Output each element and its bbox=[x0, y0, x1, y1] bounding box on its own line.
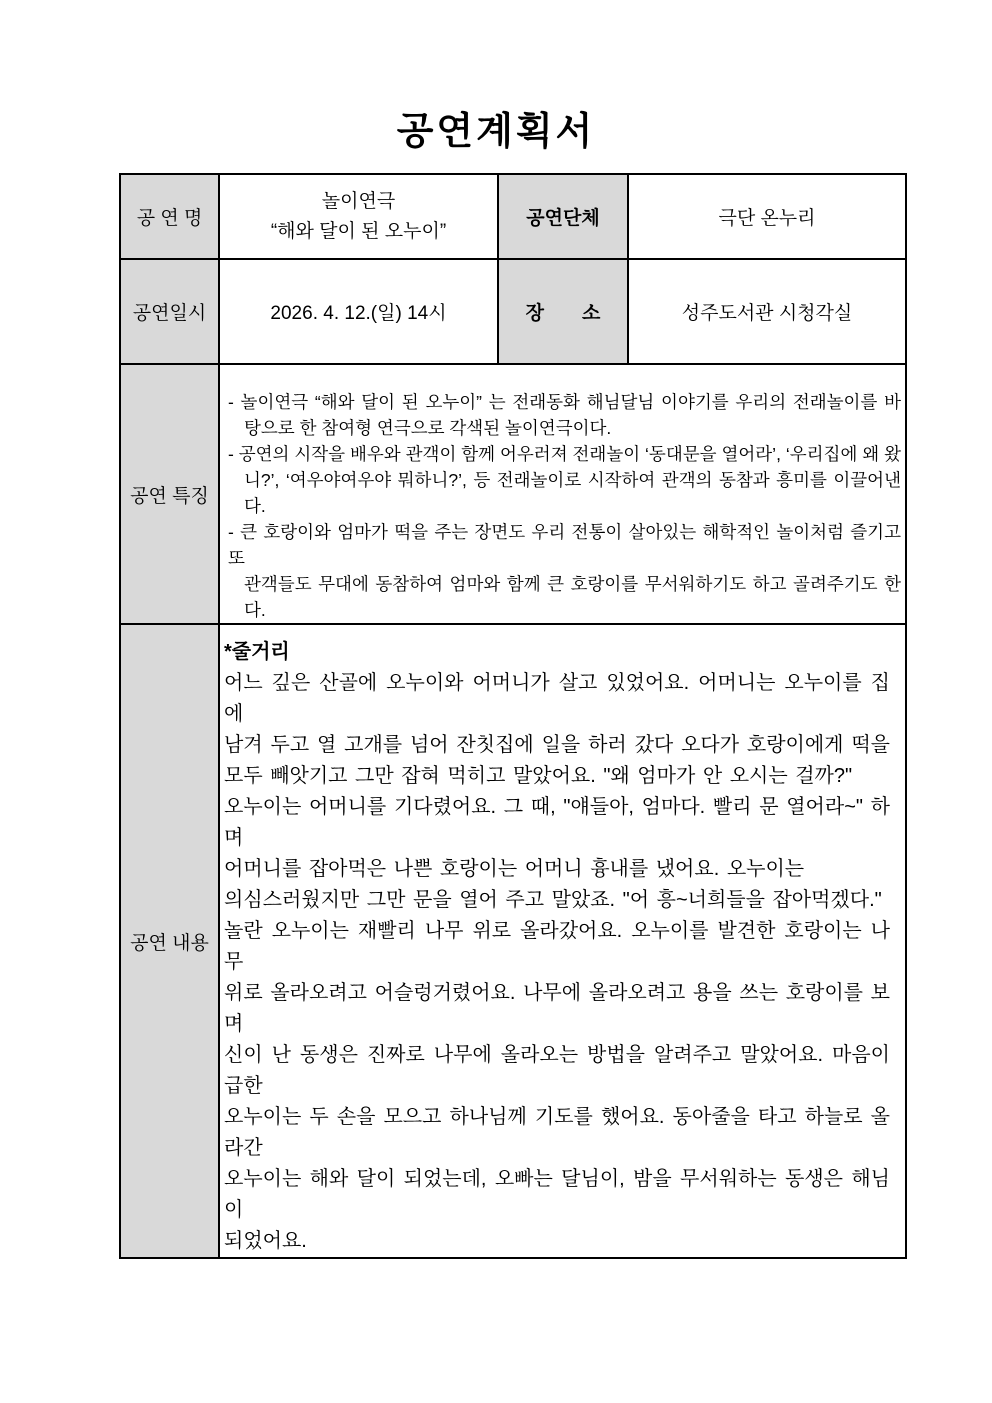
row-performance-name bbox=[120, 174, 906, 259]
row-datetime-venue bbox=[120, 259, 906, 364]
content-synopsis bbox=[219, 624, 906, 1258]
story-line: 오누이는 어머니를 기다렸어요. 그 때, "얘들아, 엄마다. 빨리 문 열어라~" 하며 bbox=[224, 796, 890, 849]
story-line: 의심스러웠지만 그만 문을 열어 주고 말았죠. "어 흥~너희들을 잡아먹겠다." bbox=[224, 889, 882, 911]
story-line: 남겨 두고 열 고개를 넘어 잔칫집에 일을 하러 갔다 오다가 호랑이에게 떡을 bbox=[224, 734, 890, 756]
story-line: 오누이는 두 손을 모으고 하나님께 기도를 했어요. 동아줄을 타고 하늘로 올라간 bbox=[224, 1106, 890, 1159]
performance-name-line2: “해와 달이 된 오누이” bbox=[270, 220, 447, 242]
row-features bbox=[120, 364, 906, 624]
performance-plan-table bbox=[119, 173, 907, 1259]
feature-line: 관객들도 무대에 동참하여 엄마와 함께 큰 호랑이를 무서워하기도 하고 골려주기도 한다. bbox=[244, 574, 901, 620]
story-line: 되었어요. bbox=[224, 1230, 307, 1252]
story-line: 모두 빼앗기고 그만 잡혀 먹히고 말았어요. "왜 엄마가 안 오시는 걸까?" bbox=[224, 765, 853, 787]
features-label: 공연 특징 bbox=[120, 364, 219, 624]
document-title: 공연계획서 bbox=[396, 111, 596, 153]
datetime-label: 공연일시 bbox=[120, 259, 219, 364]
troupe-value: 극단 온누리 bbox=[628, 174, 906, 259]
features-content bbox=[219, 364, 906, 624]
story-line: 신이 난 동생은 진짜로 나무에 올라오는 방법을 알려주고 말았어요. 마음이 급한 bbox=[224, 1044, 890, 1097]
feature-line: 니?’, ‘여우야여우야 뭐하니?’, 등 전래놀이로 시작하여 관객의 동참과 흥미를 이끌어낸다. bbox=[244, 470, 901, 516]
datetime-value: 2026. 4. 12.(일) 14시 bbox=[219, 259, 498, 364]
feature-line: 탕으로 한 참여형 연극으로 각색된 놀이연극이다. bbox=[244, 418, 612, 438]
performance-name-line1: 놀이연극 bbox=[321, 190, 396, 212]
content-label: 공연 내용 bbox=[120, 624, 219, 1258]
performance-name-label: 공 연 명 bbox=[120, 174, 219, 259]
troupe-label: 공연단체 bbox=[498, 174, 628, 259]
feature-line: - 큰 호랑이와 엄마가 떡을 주는 장면도 우리 전통이 살아있는 해학적인 놀이처럼 즐기고 또 bbox=[228, 522, 901, 568]
story-line: 오누이는 해와 달이 되었는데, 오빠는 달님이, 밤을 무서워하는 동생은 해님이 bbox=[224, 1168, 890, 1221]
venue-label: 장 소 bbox=[498, 259, 628, 364]
feature-line: - 놀이연극 “해와 달이 된 오누이” 는 전래동화 해님달님 이야기를 우리의 전래놀이를 바 bbox=[228, 392, 901, 412]
story-line: 위로 올라오려고 어슬렁거렸어요. 나무에 올라오려고 용을 쓰는 호랑이를 보며 bbox=[224, 982, 890, 1035]
row-content bbox=[120, 624, 906, 1258]
performance-name-value bbox=[219, 174, 498, 259]
story-line: 어머니를 잡아먹은 나쁜 호랑이는 어머니 흉내를 냈어요. 오누이는 bbox=[224, 858, 805, 880]
performance-name-value-lines bbox=[220, 187, 497, 247]
story-line: 놀란 오누이는 재빨리 나무 위로 올라갔어요. 오누이를 발견한 호랑이는 나무 bbox=[224, 920, 890, 973]
story-line: 어느 깊은 산골에 오누이와 어머니가 살고 있었어요. 어머니는 오누이를 집에 bbox=[224, 672, 890, 725]
feature-line: - 공연의 시작을 배우와 관객이 함께 어우러져 전래놀이 ‘동대문을 열어라’, ‘우리집에 왜 왔 bbox=[228, 444, 901, 464]
venue-value: 성주도서관 시청각실 bbox=[628, 259, 906, 364]
synopsis-heading: *줄거리 bbox=[224, 641, 290, 663]
